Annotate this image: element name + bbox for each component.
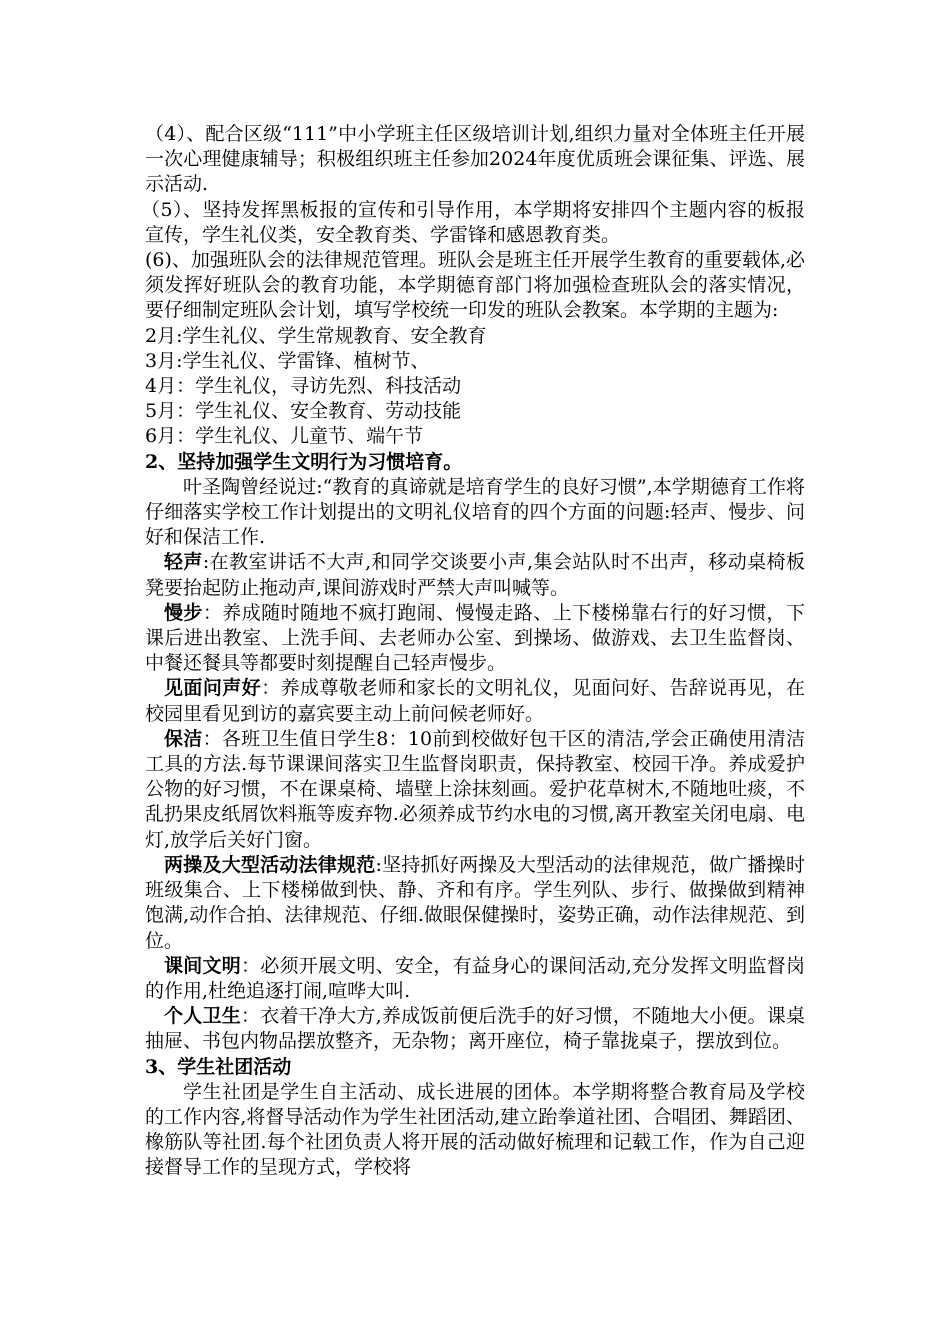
wenhao-text: ：养成尊敬老师和家长的文明礼仪，见面问好、告辞说再见，在校园里看见到访的嘉宾要主动上前问候老师好。: [145, 677, 805, 725]
kejian-label: 课间文明: [164, 954, 241, 977]
month-line-apr: 4月：学生礼仪，寻访先烈、科技活动: [145, 375, 462, 398]
item-4-paragraph: （4）、配合区级“111”中小学班主任区级培训计划,组织力量对全体班主任开展一次心理健康辅导；积极组织班主任参加2024年度优质班会课征集、评选、展示活动.: [145, 123, 805, 196]
baojie-label: 保洁: [164, 727, 203, 750]
liangcao-label: 两操及大型活动法律规范: [164, 853, 376, 876]
item-5-paragraph: （5）、坚持发挥黑板报的宣传和引导作用，本学期将安排四个主题内容的板报宣传，学生礼仪类，安全教育类、学雷锋和感恩教育类。: [141, 198, 805, 246]
liangcao-text: :坚持抓好两操及大型活动的法律规范，做广播操时班级集合、上下楼梯做到快、静、齐和有序。学生列队、步行、做操做到精神饱满,动作合拍、法律规范、仔细.做眼保健操时，姿势正确，动作法律规范、到位。: [145, 853, 805, 952]
kejian-text: ：必须开展文明、安全，有益身心的课间活动,充分发挥文明监督岗的作用,杜绝追逐打闹,喧哗大叫.: [145, 954, 805, 1002]
wenhao-label: 见面问声好: [164, 677, 262, 700]
section-3-heading: 3、学生社团活动: [145, 1055, 292, 1078]
qingsheng-label: 轻声: [164, 551, 203, 574]
geren-paragraph: [145, 1004, 805, 1054]
document-body: [141, 122, 805, 1181]
wenhao-paragraph: [145, 676, 805, 726]
section-2-intro: 叶圣陶曾经说过:“教育的真谛就是培育学生的良好习惯”,本学期德育工作将仔细落实学校工作计划提出的文明礼仪培育的四个方面的问题:轻声、慢步、问好和保洁工作.: [145, 475, 805, 549]
month-line-may: 5月：学生礼仪、安全教育、劳动技能: [145, 400, 462, 423]
item-6-paragraph: (6)、加强班队会的法律规范管理。班队会是班主任开展学生教育的重要载体,必须发挥好班队会的教育功能，本学期德育部门将加强检查班队会的落实情况，要仔细制定班队会计划，填写学校统一印发的班队会教案。本学期的主题为:: [145, 249, 805, 322]
manbu-paragraph: [145, 601, 805, 677]
baojie-text: ：各班卫生值日学生8：10前到校做好包干区的清洁,学会正确使用清洁工具的方法.每节课课间落实卫生监督岗职责，保持教室、校园干净。养成爱护公物的好习惯，不在课桌椅、墙壁上涂抹刻画。爱护花草树木,不随地吐痰，不乱扔果皮纸屑饮料瓶等废弃物.必须养成节约水电的习惯,离开教室关闭电扇、电灯,放学后关好门窗。: [145, 727, 805, 851]
geren-label: 个人卫生: [164, 1005, 241, 1028]
manbu-text: ：养成随时随地不疯打跑闹、慢慢走路、上下楼梯靠右行的好习惯，下课后进出教室、上洗手间、去老师办公室、到操场、做游戏、去卫生监督岗、中餐还餐具等都要时刻提醒自己轻声慢步。: [145, 601, 805, 675]
section-3-body: 学生社团是学生自主活动、成长进展的团体。本学期将整合教育局及学校的工作内容,将督导活动作为学生社团活动,建立跆拳道社团、合唱团、舞蹈团、橡筋队等社团.每个社团负责人将开展的活动做好梳理和记载工作，作为自己迎接督导工作的呈现方式，学校将: [145, 1080, 805, 1179]
month-line-feb: 2月:学生礼仪、学生常规教育、安全教育: [145, 324, 487, 347]
geren-text: ：衣着干净大方,养成饭前便后洗手的好习惯，不随地大小便。课桌抽屉、书包内物品摆放整齐，无杂物；离开座位，椅子靠拢桌子，摆放到位。: [145, 1005, 805, 1053]
section-2-heading: 2、坚持加强学生文明行为习惯培育。: [145, 450, 463, 473]
month-line-jun: 6月：学生礼仪、儿童节、端午节: [145, 425, 424, 448]
baojie-paragraph: [145, 727, 805, 853]
manbu-label: 慢步: [164, 601, 203, 624]
qingsheng-paragraph: [145, 550, 805, 600]
month-line-mar: 3月:学生礼仪、学雷锋、植树节、: [145, 349, 430, 372]
liangcao-paragraph: [145, 853, 805, 954]
kejian-paragraph: [145, 954, 805, 1004]
qingsheng-text: :在教室讲话不大声,和同学交谈要小声,集会站队时不出声，移动桌椅板凳要抬起防止拖动声,课间游戏时严禁大声叫喊等。: [145, 551, 805, 599]
